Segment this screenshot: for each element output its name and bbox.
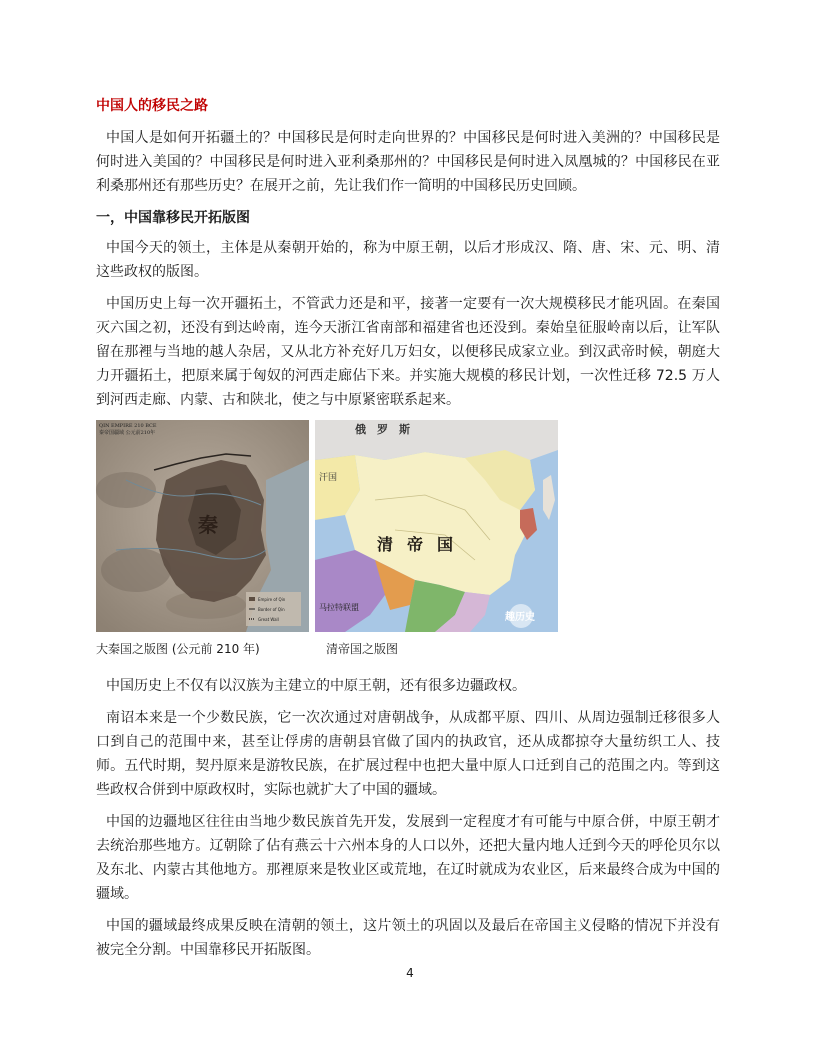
- document-page: [96, 88, 720, 970]
- map-captions: [96, 640, 720, 658]
- page-number: 4: [406, 966, 414, 980]
- qin-legend-border: Border of Qin: [258, 607, 285, 612]
- paragraph-territory: 中国今天的领土，主体是从秦朝开始的，称为中原王朝，以后才形成汉、隋、唐、宋、元、明、清这些政权的版图。: [96, 240, 720, 280]
- paragraph-frontier: 中国历史上不仅有以汉族为主建立的中原王朝，还有很多边疆政权。: [106, 678, 526, 694]
- intro-paragraph: 中国人是如何开拓疆土的？中国移民是何时走向世界的？中国移民是何时进入美洲的？中国移民是何时进入美国的？中国移民是何时进入亚利桑那州的？中国移民是何时进入凤凰城的？中国移民在亚利桑那州还有那些历史？在展开之前，先让我们作一简明的中国移民历史回顾。: [96, 130, 720, 194]
- qin-legend-empire: Empire of Qin: [258, 597, 286, 602]
- watermark-text: 趣历史: [505, 612, 535, 623]
- qin-map-header-en: QIN EMPIRE 210 BCE: [99, 423, 157, 429]
- qin-map-illustration: [96, 420, 309, 632]
- document-title: 中国人的移民之路: [96, 98, 208, 114]
- qing-map-label: 清帝国: [377, 535, 468, 554]
- qin-map-caption: 大秦国之版图 (公元前 210 年): [96, 642, 260, 656]
- paragraph-border-regions: 中国的边疆地区往往由当地少数民族首先开发，发展到一定程度才有可能与中原合併，中原王朝才去统治那些地方。辽朝除了佔有燕云十六州本身的人口以外，还把大量内地人迁到今天的呼伦贝尔以及东北、内蒙古其他地方。那裡原来是牧业区或荒地，在辽时就成为农业区，后来最终合成为中国的疆域。: [96, 814, 720, 902]
- section-heading: 一，中国靠移民开拓版图: [96, 210, 250, 226]
- qing-maratha-label: 马拉特联盟: [319, 603, 359, 612]
- qin-map-label: 秦: [198, 513, 218, 537]
- qin-legend-wall: Great Wall: [258, 617, 279, 622]
- qing-empire-map: [315, 420, 558, 632]
- qing-map-illustration: [315, 420, 558, 632]
- qing-russia-label: 俄 罗 斯: [355, 423, 410, 436]
- qin-map-header-cn: 秦帝国疆域 公元前210年: [99, 430, 156, 436]
- paragraph-nanzhao: 南诏本来是一个少数民族，它一次次通过对唐朝战争，从成都平原、四川、从周边强制迁移很多人口到自己的范围中来，甚至让俘虏的唐朝县官做了国内的执政官，还从成都掠夺大量纺织工人、技师。五代时期，契丹原来是游牧民族，在扩展过程中也把大量中原人口迁到自己的范围之内。等到这些政权合併到中原政权时，实际也就扩大了中国的疆域。: [96, 710, 720, 798]
- qing-map-caption: 清帝国之版图: [326, 642, 399, 656]
- map-images: [96, 420, 720, 632]
- paragraph-qing-territory: 中国的疆域最终成果反映在清朝的领土，这片领土的巩固以及最后在帝国主义侵略的情况下并没有被完全分割。中国靠移民开拓版图。: [96, 918, 720, 958]
- paragraph-expansion: 中国历史上每一次开疆拓土，不管武力还是和平，接著一定要有一次大规模移民才能巩固。在秦国灭六国之初，还没有到达岭南，连今天浙江省南部和福建省也还没到。秦始皇征服岭南以后，让军队留在那裡与当地的越人杂居，又从北方补充好几万妇女，以便移民成家立业。到汉武帝时候，朝庭大力开疆拓土，把原来属于匈奴的河西走廊佔下来。并实施大规模的移民计划，一次性迁移 72.5 万人到河西走廊、内蒙、古和陕北，使之与中原紧密联系起来。: [96, 296, 720, 408]
- qing-khanate-label: 汗国: [319, 473, 338, 483]
- qin-empire-map: [96, 420, 309, 632]
